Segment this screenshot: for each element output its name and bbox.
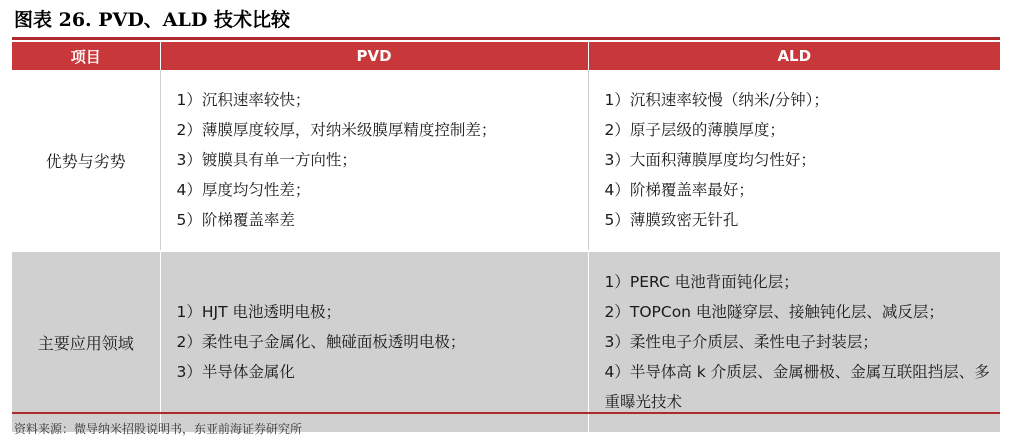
pvd-cell: [160, 251, 588, 432]
list-item: 2）原子层级的薄膜厚度；: [604, 121, 785, 139]
list-item: 5）阶梯覆盖率差: [176, 211, 295, 229]
list-item: 3）大面积薄膜厚度均匀性好；: [604, 151, 816, 169]
list-item: 2）柔性电子金属化、触碰面板透明电极；: [176, 333, 466, 351]
figure-title: 图表 26. PVD、ALD 技术比较: [14, 9, 290, 31]
list-item: 3）半导体金属化: [176, 363, 295, 381]
row-label: 主要应用领域: [12, 251, 160, 432]
list-item: 4）阶梯覆盖率最好；: [604, 181, 754, 199]
bottom-rule: [12, 412, 1000, 414]
table-row-pros-cons: [12, 70, 1000, 251]
list-item: 1）PERC 电池背面钝化层；: [604, 273, 799, 291]
pvd-cell: [160, 70, 588, 251]
header-ald: ALD: [588, 42, 1000, 70]
list-item: 3）镀膜具有单一方向性；: [176, 151, 357, 169]
header-row: [12, 42, 1000, 70]
row-label: 优势与劣势: [12, 70, 160, 251]
comparison-table: [12, 42, 1000, 432]
list-item: 2）TOPCon 电池隧穿层、接触钝化层、减反层；: [604, 303, 944, 321]
list-item: 1）沉积速率较快；: [176, 91, 311, 109]
list-item: 2）薄膜厚度较厚，对纳米级膜厚精度控制差；: [176, 121, 497, 139]
source-note: 资料来源：微导纳米招股说明书，东亚前海证券研究所: [14, 422, 303, 436]
list-item: 1）沉积速率较慢（纳米/分钟）；: [604, 91, 829, 109]
header-pvd: PVD: [160, 42, 588, 70]
list-item: 5）薄膜致密无针孔: [604, 211, 739, 229]
list-item: 1）HJT 电池透明电极；: [176, 303, 341, 321]
list-item: 4）半导体高 k 介质层、金属栅极、金属互联阻挡层、多重曝光技术: [604, 363, 990, 411]
header-item: 项目: [12, 42, 160, 70]
ald-cell: [588, 70, 1000, 251]
table-row-applications: [12, 251, 1000, 432]
ald-cell: [588, 251, 1000, 432]
list-item: 4）厚度均匀性差；: [176, 181, 311, 199]
list-item: 3）柔性电子介质层、柔性电子封装层；: [604, 333, 878, 351]
top-rule: [12, 37, 1000, 40]
